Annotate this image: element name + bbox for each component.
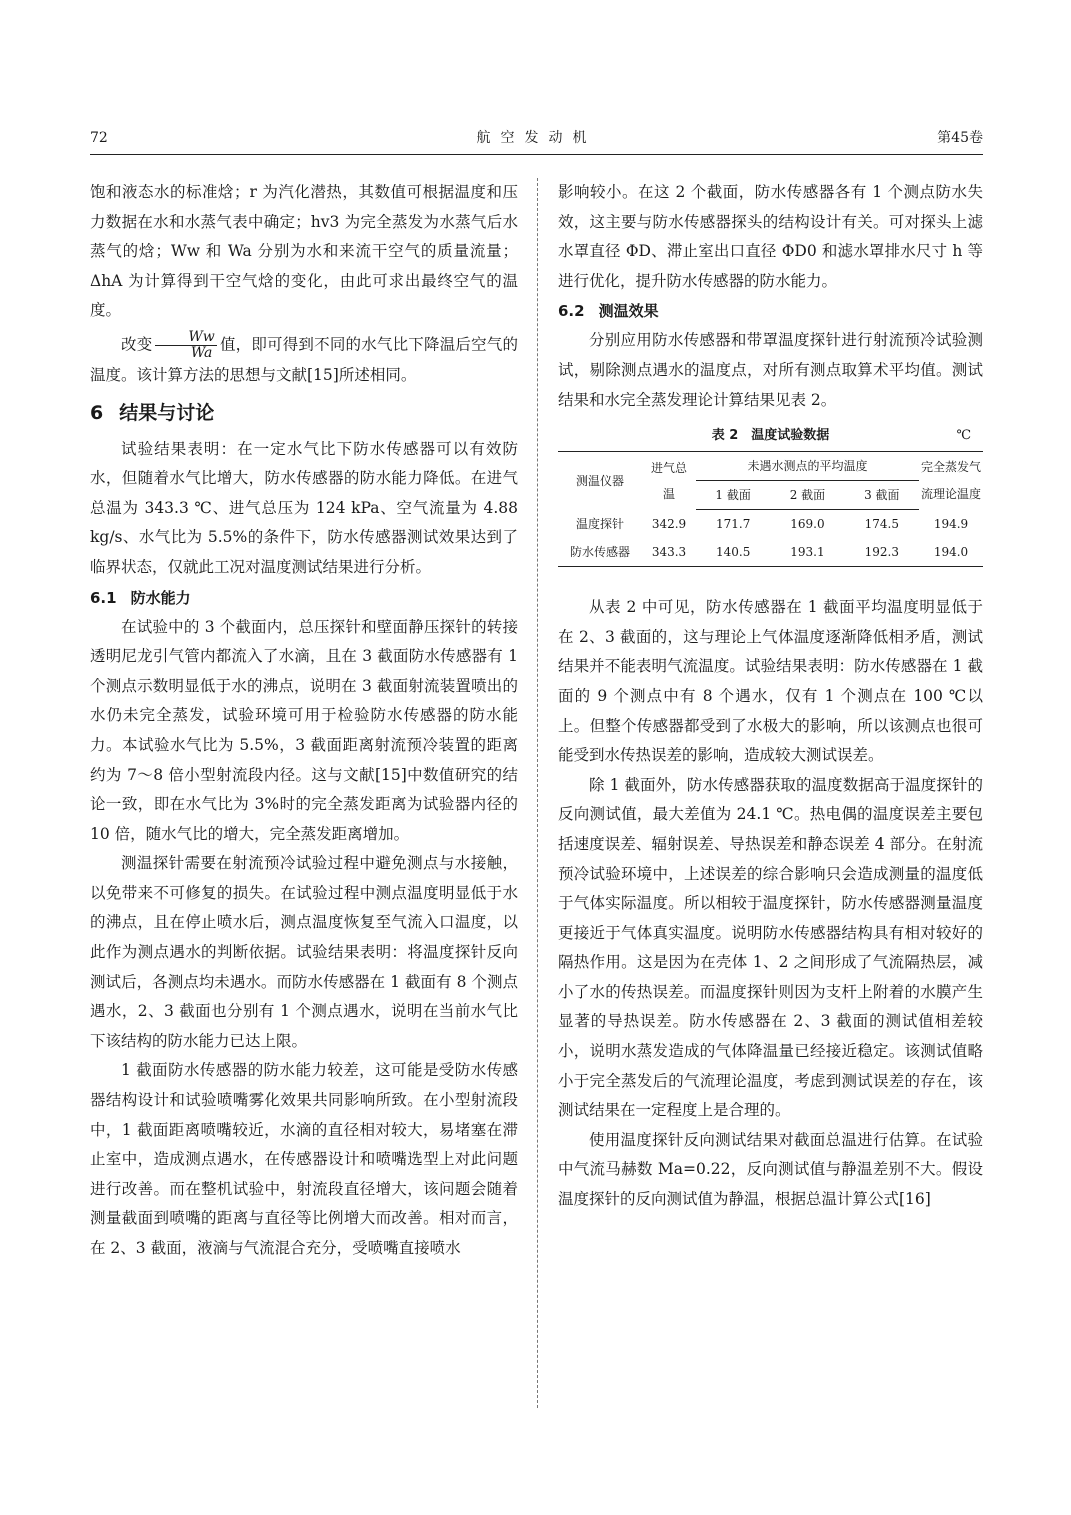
header-section-2: 2 截面 xyxy=(770,481,844,510)
paragraph: 测温探针需要在射流预冷试验过程中避免测点与水接触，以免带来不可修复的损失。在试验过程中测点温度明显低于水的沸点，且在停止喷水后，测点温度恢复至气流入口温度，以此作为测点遇水的判断依据。试验结果表明：将温度探针反向测试后，各测点均未遇水。而防水传感器在 1 截面有 8 个测点遇水，2、3 截面也分别有 1 个测点遇水，说明在当前水气比下该结构的防水能力已达上限。 xyxy=(90,854,518,1050)
cell-theory: 194.9 xyxy=(933,516,969,531)
temperature-data-table xyxy=(558,451,983,567)
cell-section-1: 140.5 xyxy=(696,538,770,567)
cell-section-2: 193.1 xyxy=(770,538,844,567)
paragraph: 饱和液态水的标准焓；r 为汽化潜热，其数值可根据温度和压力数据在水和水蒸气表中确定；hv3 为完全蒸发为水蒸气后水蒸气的焓；Ww 和 Wa 分别为水和来流干空气的质量流量；ΔhA 为计算得到干空气焓的变化，由此可求出最终空气的温度。 xyxy=(90,183,518,320)
running-header xyxy=(90,128,983,148)
table-caption xyxy=(558,421,983,451)
cell-inlet: 342.9 xyxy=(651,516,687,531)
cell-section-2: 169.0 xyxy=(790,517,825,532)
right-column xyxy=(558,178,983,1215)
cell-section-3: 192.3 xyxy=(845,538,919,567)
paragraph: 试验结果表明：在一定水气比下防水传感器可以有效防水，但随着水气比增大，防水传感器的防水能力降低。在进气总温为 343.3 ℃、进气总压为 124 kPa、空气流量为 4.88 kg/s、水气比为 5.5%的条件下，防水传感器测试效果达到了临界状态，仅就此工况对温度测试结果进行分析。 xyxy=(90,439,518,576)
cell-section-3: 174.5 xyxy=(864,517,899,532)
left-column xyxy=(90,178,518,1264)
table-unit: ℃ xyxy=(956,428,971,444)
cell-instrument: 防水传感器 xyxy=(558,538,642,567)
paragraph: 影响较小。在这 2 个截面，防水传感器各有 1 个测点防水失效，这主要与防水传感器探头的结构设计有关。可对探头上滤水罩直径 ΦD、滞止室出口直径 ΦD0 和滤水罩排水尺寸 h 等进行优化，提升防水传感器的防水能力。 xyxy=(558,183,983,290)
table-caption-text: 表 2 温度试验数据 xyxy=(711,428,830,444)
header-group: 未遇水测点的平均温度 xyxy=(696,452,919,481)
journal-title: 航空发动机 xyxy=(476,130,597,146)
subsection-heading xyxy=(90,585,518,612)
subsection-title: 防水能力 xyxy=(130,588,191,607)
table-row xyxy=(558,538,983,567)
cell-section-1: 171.7 xyxy=(715,517,751,532)
header-section-3: 3 截面 xyxy=(845,481,919,510)
paragraph: 除 1 截面外，防水传感器获取的温度数据高于温度探针的反向测试值，最大差值为 24.1 ℃。热电偶的温度误差主要包括速度误差、辐射误差、导热误差和静态误差 4 部分。在射流预冷试验环境中，上述误差的综合影响只会造成测量的温度低于气体实际温度。所以相较于温度探针，防水传感器测量温度更接近于气体真实温度。说明防水传感器结构具有相对较好的隔热作用。这是因为在壳体 1、2 之间形成了气流隔热层，减小了水的传热误差。而温度探针则因为支杆上附着的水膜产生显著的导热误差。防水传感器在 2、3 截面的测试值相差较小，说明水蒸发造成的气体降温量已经接近稳定。该测试值略小于完全蒸发后的气流理论温度，考虑到测试误差的存在，该测试结果在一定程度上是合理的。 xyxy=(558,775,983,1120)
header-section-1: 1 截面 xyxy=(696,481,770,510)
header-inlet-temp: 进气总温 xyxy=(642,452,696,510)
header-instrument: 测温仪器 xyxy=(558,452,642,510)
paragraph-ratio xyxy=(90,330,518,391)
section-number: 6 xyxy=(90,401,104,424)
subsection-number: 6.2 xyxy=(558,302,585,321)
subsection-heading xyxy=(558,298,983,325)
paragraph: 分别应用防水传感器和带罩温度探针进行射流预冷试验测试，剔除测点遇水的温度点，对所有测点取算术平均值。测试结果和水完全蒸发理论计算结果见表 2。 xyxy=(558,331,983,409)
section-title: 结果与讨论 xyxy=(119,401,215,424)
column-divider xyxy=(537,178,538,1408)
page-number: 72 xyxy=(90,130,108,146)
section-heading xyxy=(90,397,518,429)
subsection-number: 6.1 xyxy=(90,588,117,607)
paragraph: 1 截面防水传感器的防水能力较差，这可能是受防水传感器结构设计和试验喷嘴雾化效果共同影响所致。在小型射流段中，1 截面距离喷嘴较近，水滴的直径相对较大，易堵塞在滞止室中，造成测点遇水，在传感器设计和喷嘴选型上对此问题进行改善。而在整机试验中，射流段直径增大，该问题会随着测量截面到喷嘴的距离与直径等比例增大而改善。相对而言，在 2、3 截面，液滴与气流混合充分，受喷嘴直接喷水 xyxy=(90,1061,518,1257)
cell-inlet: 343.3 xyxy=(642,538,696,567)
paragraph: 使用温度探针反向测试结果对截面总温进行估算。在试验中气流马赫数 Ma=0.22，反向测试值与静温差别不大。假设温度探针的反向测试值为静温，根据总温计算公式[16] xyxy=(558,1130,983,1209)
ratio-text-after: 值，即可得到不同的水气比下降温后空气的温度。该计算方法的思想与文献[15]所述相同。 xyxy=(90,335,518,384)
paragraph: 从表 2 中可见，防水传感器在 1 截面平均温度明显低于在 2、3 截面的，这与理论上气体温度逐渐降低相矛盾，测试结果并不能表明气流温度。试验结果表明：防水传感器在 1 截面的 9 个测点中有 8 个遇水，仅有 1 个测点在 100 ℃以上。但整个传感器都受到了水极大的影响，所以该测点也很可能受到水传热误差的影响，造成较大测试误差。 xyxy=(558,598,983,765)
header-theory: 完全蒸发气流理论温度 xyxy=(919,452,983,510)
ratio-text-before: 改变 xyxy=(121,335,153,354)
cell-theory: 194.0 xyxy=(919,538,983,567)
subsection-title: 测温效果 xyxy=(598,302,659,321)
ratio-fraction xyxy=(155,330,216,361)
fraction-denominator: Wa xyxy=(190,344,213,361)
table-row xyxy=(558,510,983,539)
header-rule xyxy=(90,154,983,155)
paragraph: 在试验中的 3 个截面内，总压探针和壁面静压探针的转接透明尼龙引气管内都流入了水滴，且在 3 截面防水传感器有 1 个测点示数明显低于水的沸点，说明在 3 截面射流装置喷出的水仍未完全蒸发，试验环境可用于检验防水传感器的防水能力。本试验水气比为 5.5%，3 截面距离射流预冷装置的距离约为 7～8 倍小型射流段内径。这与文献[15]中数值研究的结论一致，即在水气比为 3%时的完全蒸发距离为试验器内径的 10 倍，随水气比的增大，完全蒸发距离增加。 xyxy=(90,617,518,843)
fraction-numerator: Ww xyxy=(155,330,216,346)
volume-label: 第45卷 xyxy=(937,130,983,146)
cell-instrument: 温度探针 xyxy=(575,516,624,531)
